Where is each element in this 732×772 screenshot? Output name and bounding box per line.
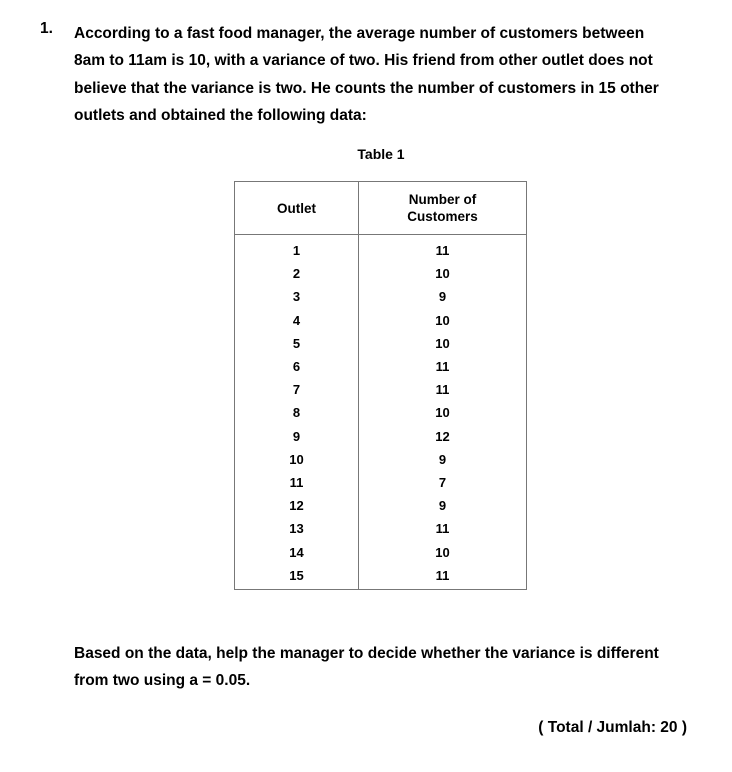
cell-outlet: 13 xyxy=(235,517,359,540)
cell-customers: 10 xyxy=(359,541,527,564)
cell-customers: 10 xyxy=(359,332,527,355)
cell-outlet: 9 xyxy=(235,425,359,448)
cell-customers: 11 xyxy=(359,235,527,263)
table-row xyxy=(235,494,527,517)
table-row xyxy=(235,332,527,355)
table-row xyxy=(235,471,527,494)
question-number: 1. xyxy=(40,20,53,37)
question-line: According to a fast food manager, the average number of customers between xyxy=(74,25,645,42)
cell-outlet: 4 xyxy=(235,309,359,332)
table-row xyxy=(235,448,527,471)
cell-customers: 11 xyxy=(359,517,527,540)
cell-customers: 10 xyxy=(359,309,527,332)
customers-table xyxy=(234,181,527,590)
cell-outlet: 3 xyxy=(235,285,359,308)
cell-customers: 9 xyxy=(359,494,527,517)
cell-customers: 11 xyxy=(359,355,527,378)
cell-customers: 11 xyxy=(359,378,527,401)
cell-customers: 9 xyxy=(359,285,527,308)
total-marks: ( Total / Jumlah: 20 ) xyxy=(538,719,687,736)
cell-customers: 11 xyxy=(359,564,527,590)
question-line: believe that the variance is two. He counts the number of customers in 15 other xyxy=(74,79,659,97)
table-row xyxy=(235,285,527,308)
cell-outlet: 6 xyxy=(235,355,359,378)
cell-outlet: 7 xyxy=(235,378,359,401)
question-line: 8am to 11am is 10, with a variance of two. His friend from other outlet does not xyxy=(74,52,653,70)
cell-outlet: 14 xyxy=(235,541,359,564)
cell-outlet: 12 xyxy=(235,494,359,517)
table-row xyxy=(235,262,527,285)
cell-outlet: 5 xyxy=(235,332,359,355)
table-row xyxy=(235,564,527,590)
table-row xyxy=(235,517,527,540)
table-caption: Table 1 xyxy=(357,146,405,162)
header-customers-line: Number of xyxy=(408,192,477,207)
table-row xyxy=(235,235,527,263)
instruction-text xyxy=(74,640,684,695)
header-customers-line: Customers xyxy=(407,209,478,224)
table-row xyxy=(235,401,527,424)
table-row xyxy=(235,425,527,448)
table-row xyxy=(235,378,527,401)
table-row xyxy=(235,309,527,332)
cell-customers: 7 xyxy=(359,471,527,494)
cell-customers: 9 xyxy=(359,448,527,471)
question-line: outlets and obtained the following data: xyxy=(74,106,367,124)
cell-customers: 10 xyxy=(359,401,527,424)
table-body xyxy=(235,235,527,590)
cell-outlet: 8 xyxy=(235,401,359,424)
cell-customers: 10 xyxy=(359,262,527,285)
header-outlet: Outlet xyxy=(235,182,359,235)
table-row xyxy=(235,355,527,378)
cell-outlet: 2 xyxy=(235,262,359,285)
header-customers xyxy=(359,182,527,235)
question-text xyxy=(74,20,684,129)
cell-outlet: 11 xyxy=(235,471,359,494)
cell-outlet: 1 xyxy=(235,235,359,263)
instruction-line: Based on the data, help the manager to decide whether the variance is different xyxy=(74,645,659,662)
cell-outlet: 10 xyxy=(235,448,359,471)
table-row xyxy=(235,541,527,564)
header-customers-label xyxy=(407,192,478,224)
instruction-line: from two using a = 0.05. xyxy=(74,672,251,690)
cell-outlet: 15 xyxy=(235,564,359,590)
table-header-row xyxy=(235,182,527,235)
cell-customers: 12 xyxy=(359,425,527,448)
